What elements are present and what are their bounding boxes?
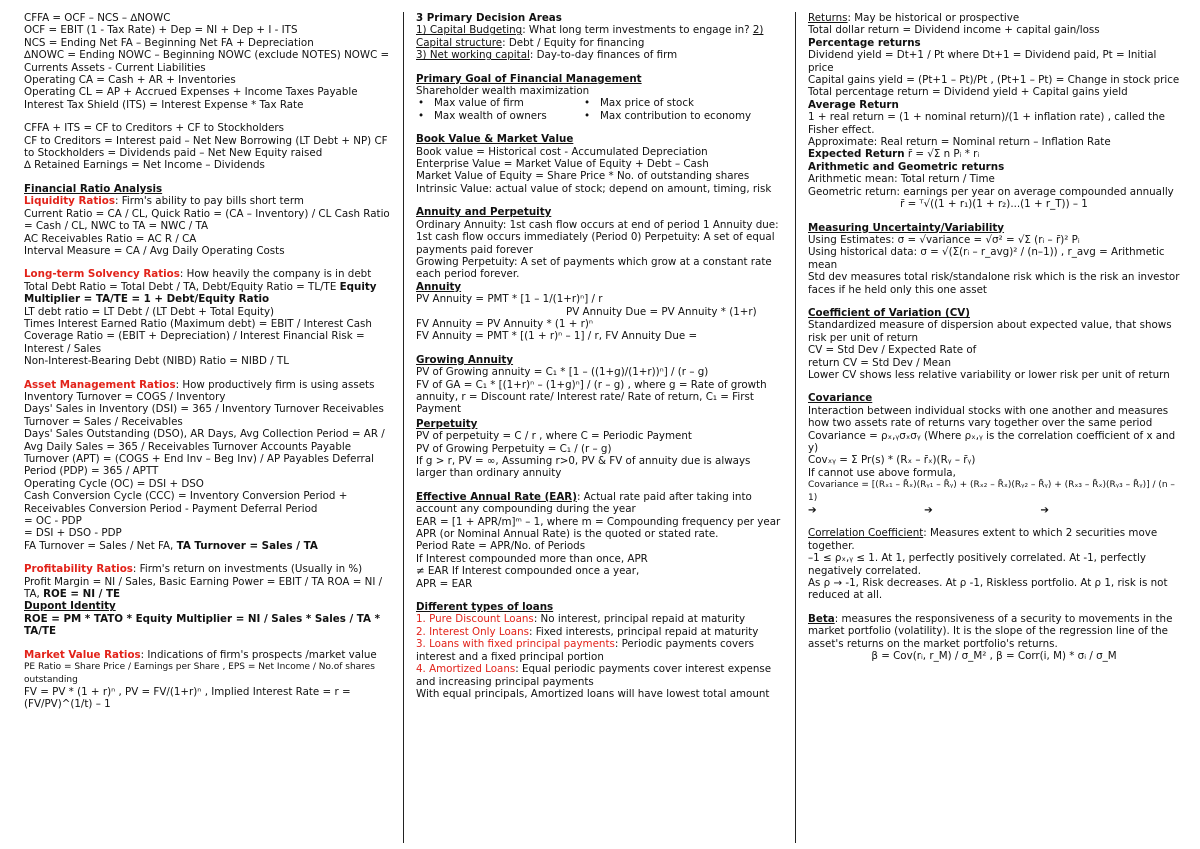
solvency-line: Non-Interest-Bearing Debt (NIBD) Ratio = NIBD / TL [24, 355, 289, 368]
average-return-heading: Average Return [808, 98, 899, 111]
decision-areas-section [416, 12, 783, 62]
beta-heading: Beta [808, 612, 835, 625]
cv-line: CV = Std Dev / Expected Rate of [808, 344, 977, 357]
growing-annuity-section [416, 354, 783, 480]
column-1 [8, 12, 404, 843]
bullet-text: Max price of stock [600, 97, 694, 110]
geometric-formula: r̄ = ᵀ√((1 + r₁)(1 + r₂)...(1 + r_T)) – 1 [900, 198, 1088, 211]
bullet-text: Max contribution to economy [600, 109, 752, 122]
list-item [416, 626, 783, 638]
nowc-line: ∆NOWC = Ending NOWC – Beginning NOWC (exclude NOTES) NOWC = Currents Assets - Current Liabilities [24, 49, 390, 74]
equity-multiplier: Equity Multiplier = TA/TE = 1 + Debt/Equity Ratio [24, 280, 377, 306]
returns-text: : May be historical or prospective [847, 12, 1020, 24]
capital-structure: 2) Capital structure [416, 24, 764, 49]
loan-text: : Periodic payments covers interest and a fixed principal portion [416, 638, 754, 663]
liquidity-line: AC Receivables Ratio = AC R / CA [24, 232, 197, 245]
annuity-heading: Annuity and Perpetuity [416, 206, 552, 219]
ear-line: If Interest compounded more than once, APR [416, 552, 648, 565]
asset-line: Operating Cycle (OC) = DSI + DSO [24, 477, 204, 490]
perpetuity-line: PV of perpetuity = C / r , where C = Periodic Payment [416, 430, 692, 443]
loan-type: 1. Pure Discount Loans [416, 613, 534, 626]
dupont-heading: Dupont Identity [24, 600, 116, 613]
ear-line: Period Rate = APR/No. of Periods [416, 540, 586, 553]
cv-section [808, 307, 1180, 381]
pv-annuity: PV Annuity = PMT * [1 – 1/(1+r)ⁿ] / r [416, 293, 603, 306]
cv-line: return CV = Std Dev / Mean [808, 356, 951, 369]
pv-annuity-due: PV Annuity Due = PV Annuity * (1+r) [566, 305, 757, 318]
covariance-heading: Covariance [808, 392, 873, 405]
estimates-formula: Using Estimates: σ = √variance = √σ² = √Σ (rᵢ – r̄)² Pᵢ [808, 233, 1080, 246]
book-line: Enterprise Value = Market Value of Equity + Debt – Cash [416, 158, 709, 171]
asset-label: Asset Management Ratios [24, 378, 176, 391]
covariance-line: Interaction between individual stocks with one another and measures how two assets rate of returns vary together over the same period [808, 404, 1169, 430]
asset-line: = DSI + DSO - PDP [24, 527, 122, 540]
pe-ratio-line: PE Ratio = Share Price / Earnings per Share , EPS = Net Income / No.of shares outstanding [24, 662, 375, 685]
ear-line: APR (or Nominal Annual Rate) is the quoted or stated rate. [416, 528, 719, 541]
correlation-section [808, 527, 1180, 601]
arrow-icon: ➔ ➔ ➔ [808, 504, 1049, 517]
net-working-capital-text: : Day-to-day finances of firm [529, 49, 678, 62]
ncs-line: NCS = Ending Net FA – Beginning Net FA + Depreciation [24, 36, 314, 49]
roe-line: ROE = NI / TE [43, 588, 121, 601]
expected-return-heading: Expected Return [808, 148, 905, 161]
dupont-formula: ROE = PM * TATO * Equity Multiplier = NI / Sales * Sales / TA * TA/TE [24, 612, 380, 638]
bullet-text: Max wealth of owners [434, 109, 547, 122]
beta-text: : measures the responsiveness of a security to movements in the market portfolio (volatility). It is the slope of the regression line of the asset's returns on the market portfolio's returns. [808, 612, 1173, 650]
column-2 [404, 12, 796, 843]
net-working-capital: 3) Net working capital [416, 49, 530, 62]
fa-turnover: FA Turnover = Sales / Net FA, [24, 539, 177, 552]
asset-line: Days' Sales in Inventory (DSI) = 365 / Inventory Turnover Receivables Turnover = Sales / Receivables [24, 403, 384, 428]
liquidity-line: Interval Measure = CA / Avg Daily Operating Costs [24, 244, 285, 257]
historical-formula: Using historical data: σ = √(Σ(rᵢ – r_avg)² / (n–1)) , r_avg = Arithmetic mean [808, 246, 1165, 271]
correlation-line: –1 ≤ ρₓ,ᵧ ≤ 1. At 1, perfectly positively correlated. At -1, perfectly negatively correlated. [808, 552, 1146, 577]
returns-heading: Returns [808, 12, 848, 24]
loan-text: : Fixed interests, principal repaid at maturity [528, 625, 759, 638]
book-line: Market Value of Equity = Share Price * No. of outstanding shares Intrinsic Value: actual value of stock; depend on amount, timing, risk [416, 170, 772, 195]
covariance-section [808, 392, 1180, 516]
cv-line: Lower CV shows less relative variability or lower risk per unit of return [808, 368, 1170, 381]
perpetuity-line: If g > r, PV = ∞, Assuming r>0, PV & FV of annuity due is always larger than ordinary annuity [416, 455, 751, 480]
annuity-line: Growing Perpetuity: A set of payments which grow at a constant rate each period forever. [416, 255, 772, 281]
loan-text: : No interest, principal repaid at maturity [533, 613, 746, 626]
capital-structure-text: : Debt / Equity for financing [502, 36, 645, 49]
profitability-label: Profitability Ratios [24, 563, 133, 576]
covariance-line: If cannot use above formula, [808, 466, 956, 479]
fv-line: FV = PV * (1 + r)ⁿ , PV = FV/(1+r)ⁿ , Implied Interest Rate = r = (FV/PV)^(1/t) – 1 [24, 685, 351, 711]
annuity-line: Ordinary Annuity: 1st cash flow occurs at end of period 1 Annuity due: 1st cash flow occurs immediately (Period 0) Perpetuity: A set of equal payments paid forever [416, 218, 779, 256]
cv-line: Standardized measure of dispersion about expected value, that shows risk per unit of return [808, 319, 1172, 344]
uncertainty-heading: Measuring Uncertainty/Variability [808, 221, 1005, 234]
capital-budgeting: 1) Capital Budgeting [416, 24, 523, 37]
cffa-its-line: CFFA + ITS = CF to Creditors + CF to Stockholders [24, 122, 285, 135]
total-percentage-return: Total percentage return = Dividend yield + Capital gains yield [808, 86, 1128, 99]
loans-heading: Different types of loans [416, 601, 554, 614]
dividend-yield: Dividend yield = Dt+1 / Pt where Dt+1 = Dividend paid, Pt = Initial price [808, 49, 1157, 74]
growing-heading: Growing Annuity [416, 353, 514, 366]
std-dev-line: Std dev measures total risk/standalone risk which is the risk an investor faces if he held only this one asset [808, 271, 1180, 296]
book-heading: Book Value & Market Value [416, 133, 574, 146]
list-item: • Max value of firm • Max price of stock [418, 97, 694, 110]
loan-type: 3. Loans with fixed principal payments [416, 638, 615, 651]
ear-text: : Actual rate paid after taking into account any compounding during the year [416, 490, 752, 516]
retained-earnings-line: ∆ Retained Earnings = Net Income – Dividends [24, 159, 265, 172]
list-item [416, 663, 783, 688]
market-label: Market Value Ratios [24, 648, 141, 661]
solvency-section [24, 268, 391, 367]
cash-flow-section [24, 12, 391, 111]
liquidity-text: : Firm's ability to pay bills short term [114, 195, 304, 208]
operating-cl-line: Operating CL = AP + Accrued Expenses + Income Taxes Payable Interest Tax Shield (ITS) = Interest Expense * Tax Rate [24, 86, 358, 111]
fisher-effect: 1 + real return = (1 + nominal return)/(1 + inflation rate) , called the Fisher effect. [808, 111, 1165, 136]
returns-subheading: Percentage returns [808, 36, 921, 49]
liquidity-line: Current Ratio = CA / CL, Quick Ratio = (CA – Inventory) / CL Cash Ratio = Cash / CL, NWC to TA = NWC / TA [24, 207, 390, 233]
covariance-line: Covariance = ρₓ,ᵧσₓσᵧ (Where ρₓ,ᵧ is the correlation coefficient of x and y) [808, 429, 1176, 454]
capital-budgeting-text: : What long term investments to engage in? [522, 24, 753, 37]
covariance-sample-formula: Covariance = [(Rₓ₁ – R̄ₓ)(Rᵧ₁ – R̄ᵧ) + (Rₓ₂ – R̄ₓ)(Rᵧ₂ – R̄ᵧ) + (Rₓ₃ – R̄ₓ)(Rᵧ₃ – R̄ᵧ)] / (n – 1) [808, 480, 1175, 503]
perpetuity-heading: Perpetuity [416, 417, 478, 430]
column-3 [796, 12, 1192, 843]
fv-annuity-2: FV Annuity = PMT * [(1 + r)ⁿ – 1] / r, FV Annuity Due = [416, 330, 698, 343]
solvency-text: : How heavily the company is in debt Total Debt Ratio = Total Debt / TA, Debt/Equity Ratio = TL/TE [24, 268, 372, 293]
list-item [416, 613, 783, 625]
annuity-subheading: Annuity [416, 280, 462, 293]
correlation-text: : Measures extent to which 2 securities move together. [808, 527, 1158, 552]
asset-management-section [24, 379, 391, 553]
bullet-text: Max value of firm [434, 97, 524, 110]
book-line: Book value = Historical cost - Accumulated Depreciation [416, 145, 708, 158]
profitability-section [24, 563, 391, 637]
geometric-return: Geometric return: earnings per year on average compounded annually [808, 185, 1174, 198]
returns-line: Total dollar return = Dividend income + capital gain/loss [808, 24, 1100, 37]
liquidity-section [24, 183, 391, 257]
fv-growing-annuity: FV of GA = C₁ * [(1+r)ⁿ – (1+g)ⁿ] / (r – g) , where g = Rate of growth annuity, r = Discount rate/ Interest rate/ Rate of return, C₁ = First Payment [416, 378, 767, 416]
ocf-line: OCF = EBIT (1 - Tax Rate) + Dep = NI + Dep + I - ITS [24, 24, 298, 37]
liquidity-label: Liquidity Ratios [24, 195, 115, 208]
arithmetic-mean: Arithmetic mean: Total return / Time [808, 173, 995, 186]
cffa-line: CFFA = OCF – NCS – ∆NOWC [24, 12, 171, 24]
solvency-line: Times Interest Earned Ratio (Maximum debt) = EBIT / Interest Cash Coverage Ratio = (EBIT + Depreciation) / Interest Financial Risk = Interest / Sales [24, 317, 372, 355]
approximate-real-return: Approximate: Real return = Nominal return – Inflation Rate [808, 136, 1111, 149]
loan-text: : Equal periodic payments cover interest expense and increasing principal payments [416, 663, 772, 688]
operating-ca-line: Operating CA = Cash + AR + Inventories [24, 74, 236, 87]
covariance-formula: Covₓᵧ = Σ Pr(s) * (Rₓ – r̄ₓ)(Rᵧ – r̄ᵧ) [808, 454, 976, 467]
perpetuity-line: PV of Growing Perpetuity = C₁ / (r – g) [416, 442, 612, 455]
fv-annuity: FV Annuity = PV Annuity * (1 + r)ⁿ [416, 317, 593, 330]
decision-heading: 3 Primary Decision Areas [416, 12, 562, 24]
correlation-heading: Correlation Coefficient [808, 527, 924, 540]
ear-line: APR = EAR [416, 577, 473, 590]
solvency-label: Long-term Solvency Ratios [24, 268, 180, 281]
loan-type: 4. Amortized Loans [416, 663, 516, 676]
correlation-line: As ρ → -1, Risk decreases. At ρ -1, Riskless portfolio. At ρ 1, risk is not reduced at all. [808, 577, 1168, 602]
beta-section [808, 613, 1180, 663]
loans-last: With equal principals, Amortized loans will have lowest total amount [416, 687, 770, 700]
asset-text: : How productively firm is using assets Inventory Turnover = COGS / Inventory [24, 378, 375, 403]
beta-formula: β = Cov(rᵢ, r_M) / σ_M² , β = Corr(i, M) * σᵢ / σ_M [871, 650, 1117, 663]
ear-heading: Effective Annual Rate (EAR) [416, 490, 577, 503]
solvency-line: LT debt ratio = LT Debt / (LT Debt + Total Equity) [24, 305, 275, 318]
cash-flow-2-section [24, 122, 391, 172]
arith-geo-heading: Arithmetic and Geometric returns [808, 160, 1005, 173]
asset-line: Days' Sales Outstanding (DSO), AR Days, Avg Collection Period = AR / Avg Daily Sales = 365 / Receivables Turnover Accounts Payable Turnover (APT) = (COGS + End Inv – Beg Inv) / AP Payables Deferral Period (PDP) = 365 / APTT [24, 428, 385, 478]
goal-heading: Primary Goal of Financial Management [416, 72, 642, 85]
asset-line: = OC - PDP [24, 515, 82, 528]
ear-line: EAR = [1 + APR/m]ᵐ – 1, where m = Compounding frequency per year [416, 515, 781, 528]
list-item [416, 638, 783, 663]
ratio-heading: Financial Ratio Analysis [24, 182, 163, 195]
annuity-section [416, 206, 783, 342]
market-value-section [24, 649, 391, 711]
capital-gains-yield: Capital gains yield = (Pt+1 – Pt)/Pt , (Pt+1 – Pt) = Change in stock price [808, 74, 1180, 87]
market-text: : Indications of firm's prospects /market value [140, 648, 377, 661]
loan-type: 2. Interest Only Loans [416, 625, 529, 638]
goal-section [416, 73, 783, 123]
ta-turnover: TA Turnover = Sales / TA [176, 539, 318, 552]
loans-section [416, 601, 783, 700]
expected-return-formula: r̄ = √Σ n Pᵢ * rᵢ [904, 148, 980, 161]
returns-section [808, 12, 1180, 211]
asset-line: Cash Conversion Cycle (CCC) = Inventory Conversion Period + Receivables Conversion Period - Payment Deferral Period [24, 490, 348, 515]
book-value-section [416, 133, 783, 195]
pv-growing-annuity: PV of Growing annuity = C₁ * [1 – ((1+g)/(1+r))ⁿ] / (r – g) [416, 366, 709, 379]
goal-line: Shareholder wealth maximization [416, 85, 590, 98]
cf-creditors-line: CF to Creditors = Interest paid – Net New Borrowing (LT Debt + NP) CF to Stockholders = Dividends paid – Net New Equity raised [24, 134, 388, 160]
uncertainty-section [808, 222, 1180, 296]
ear-line: ≠ EAR If Interest compounded once a year, [416, 565, 640, 578]
cv-heading: Coefficient of Variation (CV) [808, 306, 970, 319]
list-item: • Max wealth of owners • Max contribution to economy [418, 109, 752, 122]
profitability-text: : Firm's return on investments (Usually in %) Profit Margin = NI / Sales, Basic Earning Power = EBIT / TA ROA = NI / TA, [24, 563, 383, 601]
goal-bullets [416, 97, 783, 122]
ear-section [416, 491, 783, 590]
